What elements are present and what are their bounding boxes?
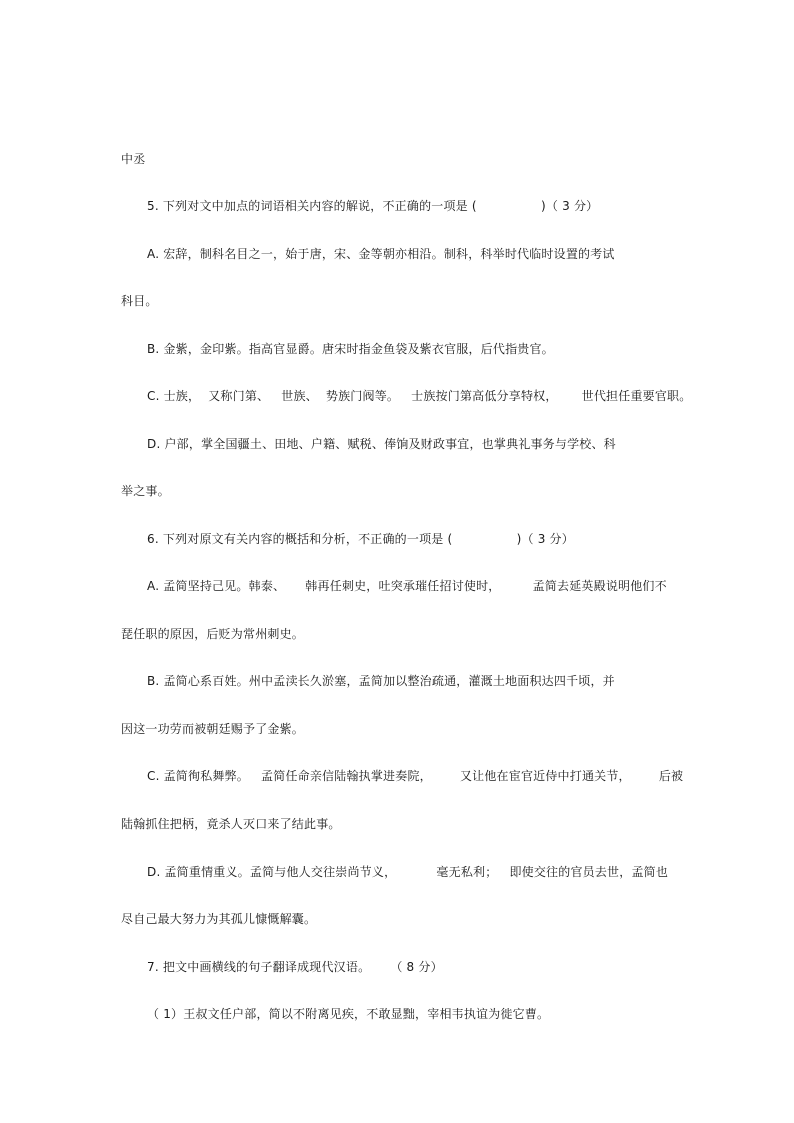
q5-option-a: A. 宏辞，制科名目之一，始于唐，宋、金等朝亦相沿。制科，科举时代临时设置的考试 [147,247,615,261]
q5-option-d: D. 户部，掌全国疆土、田地、户籍、赋税、俸饷及财政事宜，也掌典礼事务与学校、科 [147,437,616,451]
q5-option-b: B. 金紫，金印紫。指高官显爵。唐宋时指金鱼袋及紫衣官服，后代指贵官。 [147,342,554,356]
q5-option-a-cont: 科目。 [121,294,158,308]
q6-option-d: D. 孟简重情重义。孟简与他人交往崇尚节义， 毫无私利； 即使交往的官员去世，孟简也 [147,865,669,879]
question-6-stem: 6. 下列对原文有关内容的概括和分析，不正确的一项是 ( )（ 3 分） [147,532,574,546]
q6-option-c-cont: 陆翰抓住把柄，竟杀人灭口来了结此事。 [121,817,341,831]
q7-sentence-1: （ 1）王叔文任户部，简以不附离见疾，不敢显黜，宰相韦执谊为徙它曹。 [147,1007,550,1021]
question-7-stem: 7. 把文中画横线的句子翻译成现代汉语。 （ 8 分） [147,960,443,974]
q6-option-b-cont: 因这一功劳而被朝廷赐予了金紫。 [121,722,305,736]
q6-option-c: C. 孟简徇私舞弊。 孟简任命亲信陆翰执掌进奏院， 又让他在宦官近侍中打通关节， 后被 [147,769,684,783]
q6-option-d-cont: 尽自己最大努力为其孤儿慷慨解囊。 [121,912,317,926]
q6-option-b: B. 孟简心系百姓。州中孟渎长久淤塞，孟简加以整治疏通，灌溉土地面积达四千顷，并 [147,674,615,688]
question-5-stem: 5. 下列对文中加点的词语相关内容的解说，不正确的一项是 ( )（ 3 分） [147,199,599,213]
q5-option-c: C. 士族， 又称门第、 世族、 势族门阀等。 士族按门第高低分享特权， 世代担任重要官职。 [147,389,692,403]
q6-option-a-cont: 琵任职的原因，后贬为常州刺史。 [121,627,305,641]
q5-option-d-cont: 举之事。 [121,484,170,498]
q6-option-a: A. 孟简坚持己见。韩泰、 韩再任刺史，吐突承璀任招讨使时， 孟简去延英殿说明他们不 [147,579,667,593]
text-line-zhongcheng: 中丞 [121,152,146,166]
